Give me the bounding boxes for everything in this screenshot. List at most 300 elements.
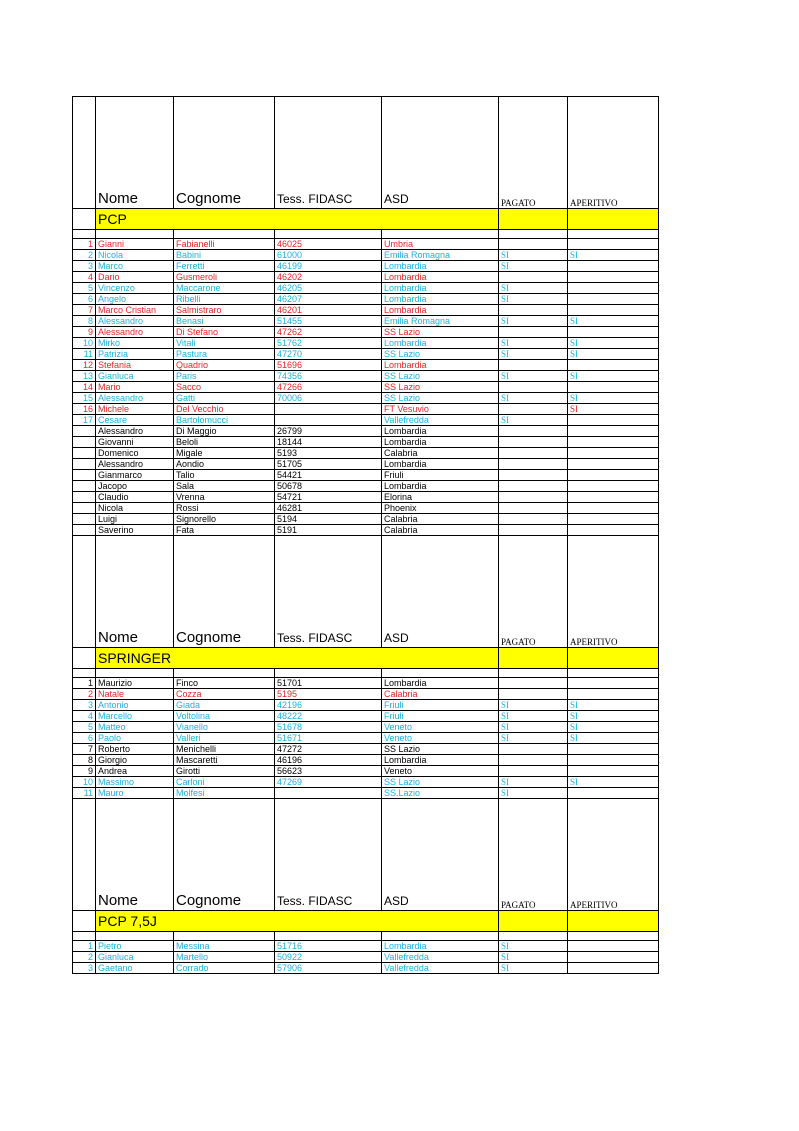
participant-pagato: SI [499,349,568,360]
participant-nome: Saverino [96,525,174,536]
participant-cognome: Menichelli [174,744,275,755]
header-asd: ASD [382,97,499,209]
participant-aperitivo [568,689,659,700]
participant-aperitivo: SI [568,371,659,382]
participant-cognome: Giada [174,700,275,711]
participant-asd: Lombardia [382,459,499,470]
participant-pagato: SI [499,733,568,744]
participant-nome: Alessandro [96,459,174,470]
row-number [73,514,96,525]
participant-cognome: Girotti [174,766,275,777]
row-number: 1 [73,941,96,952]
participant-aperitivo [568,283,659,294]
participant-pagato: SI [499,371,568,382]
participant-asd: Lombardia [382,678,499,689]
participant-tessera [275,415,382,426]
participant-cognome: Di Maggio [174,426,275,437]
spacer-cell [568,669,659,678]
participant-tessera: 46025 [275,239,382,250]
participant-aperitivo: SI [568,777,659,788]
participant-pagato: SI [499,700,568,711]
row-number: 12 [73,360,96,371]
participant-aperitivo [568,952,659,963]
participant-asd: Friuli [382,711,499,722]
participant-nome: Gianni [96,239,174,250]
participant-row [73,514,659,525]
category-label: PCP [96,209,499,230]
participant-cognome: Voltolina [174,711,275,722]
participant-tessera: 57906 [275,963,382,974]
participant-asd: Lombardia [382,272,499,283]
spacer-row [73,932,659,941]
category-aperitivo-cell [568,209,659,230]
participant-tessera: 74356 [275,371,382,382]
participant-tessera: 51696 [275,360,382,371]
participant-cognome: Aondio [174,459,275,470]
participant-pagato [499,470,568,481]
participant-aperitivo [568,514,659,525]
participant-tessera: 54421 [275,470,382,481]
participant-nome: Gianluca [96,952,174,963]
row-number: 8 [73,755,96,766]
participant-aperitivo: SI [568,404,659,415]
participant-row [73,437,659,448]
header-nome: Nome [96,536,174,648]
participant-cognome: Del Vecchio [174,404,275,415]
header-aperitivo: APERITIVO [568,799,659,911]
header-empty-cell [73,536,96,648]
category-row [73,648,659,669]
participant-cognome: Carloni [174,777,275,788]
participant-cognome: Valleri [174,733,275,744]
participant-row [73,250,659,261]
participant-cognome: Bartolomucci [174,415,275,426]
participant-nome: Jacopo [96,481,174,492]
participant-tessera: 47269 [275,777,382,788]
row-number [73,481,96,492]
header-empty-cell [73,799,96,911]
participant-row [73,448,659,459]
participant-row [73,327,659,338]
participant-nome: Giovanni [96,437,174,448]
participant-row [73,963,659,974]
row-number: 13 [73,371,96,382]
participant-asd: SS Lazio [382,371,499,382]
participant-nome: Claudio [96,492,174,503]
category-aperitivo-cell [568,648,659,669]
row-number: 3 [73,700,96,711]
participant-cognome: Vianello [174,722,275,733]
spacer-cell [73,230,96,239]
participant-pagato: SI [499,722,568,733]
participant-asd: Emilia Romagna [382,250,499,261]
participant-tessera: 51716 [275,941,382,952]
participant-asd: Phoenix [382,503,499,514]
participant-asd: FT Vesuvio [382,404,499,415]
spacer-cell [568,932,659,941]
header-nome: Nome [96,97,174,209]
participant-row [73,426,659,437]
participant-asd: Friuli [382,470,499,481]
header-cognome: Cognome [174,97,275,209]
participant-tessera: 46199 [275,261,382,272]
spacer-cell [96,932,174,941]
participant-cognome: Fabianelli [174,239,275,250]
participant-aperitivo [568,239,659,250]
participant-pagato: SI [499,777,568,788]
participant-tessera: 47272 [275,744,382,755]
participant-asd: Veneto [382,733,499,744]
row-number: 9 [73,766,96,777]
participant-cognome: Corrado [174,963,275,974]
participant-asd: Veneto [382,722,499,733]
participant-aperitivo: SI [568,250,659,261]
participant-cognome: Molfesi [174,788,275,799]
participant-pagato [499,382,568,393]
participant-aperitivo [568,744,659,755]
participant-nome: Mirko [96,338,174,349]
row-number: 7 [73,305,96,316]
participant-nome: Alessandro [96,316,174,327]
participant-tessera: 46207 [275,294,382,305]
participant-pagato [499,426,568,437]
participant-nome: Roberto [96,744,174,755]
spacer-cell [382,669,499,678]
spacer-cell [382,932,499,941]
participant-pagato: SI [499,963,568,974]
participant-cognome: Rossi [174,503,275,514]
participant-pagato [499,437,568,448]
category-pagato-cell [499,911,568,932]
participant-nome: Domenico [96,448,174,459]
participant-tessera: 46281 [275,503,382,514]
participant-pagato: SI [499,283,568,294]
participant-cognome: Benasi [174,316,275,327]
participant-nome: Gianluca [96,371,174,382]
participant-pagato [499,492,568,503]
participant-asd: Veneto [382,766,499,777]
spacer-cell [174,230,275,239]
participant-cognome: Mascaretti [174,755,275,766]
row-number [73,448,96,459]
participant-cognome: Maccarone [174,283,275,294]
participant-nome: Massimo [96,777,174,788]
spacer-row [73,230,659,239]
participant-nome: Angelo [96,294,174,305]
spacer-row [73,669,659,678]
participant-pagato: SI [499,261,568,272]
header-row [73,536,659,648]
participant-cognome: Vrenna [174,492,275,503]
participant-asd: Calabria [382,689,499,700]
spacer-cell [275,230,382,239]
participant-nome: Andrea [96,766,174,777]
row-number: 9 [73,327,96,338]
participant-row [73,678,659,689]
header-row [73,97,659,209]
participant-cognome: Sala [174,481,275,492]
row-number: 1 [73,678,96,689]
participant-pagato [499,305,568,316]
participant-pagato [499,744,568,755]
participant-row [73,733,659,744]
participant-cognome: Signorello [174,514,275,525]
participant-aperitivo [568,415,659,426]
participant-row [73,261,659,272]
spacer-cell [499,230,568,239]
participant-cognome: Ferretti [174,261,275,272]
participant-aperitivo [568,272,659,283]
spacer-cell [174,932,275,941]
participant-aperitivo [568,261,659,272]
header-cognome: Cognome [174,536,275,648]
participant-tessera: 50678 [275,481,382,492]
participant-row [73,470,659,481]
participant-nome: Marco Cristian [96,305,174,316]
participant-nome: Vincenzo [96,283,174,294]
participant-row [73,338,659,349]
participant-row [73,941,659,952]
participant-row [73,305,659,316]
participant-tessera: 5193 [275,448,382,459]
participant-aperitivo [568,470,659,481]
participant-tessera: 54721 [275,492,382,503]
participant-asd: Lombardia [382,294,499,305]
participant-pagato: SI [499,393,568,404]
category-row [73,209,659,230]
participant-tessera: 56623 [275,766,382,777]
participant-cognome: Pastura [174,349,275,360]
participant-aperitivo [568,382,659,393]
participant-tessera: 48222 [275,711,382,722]
participant-pagato: SI [499,338,568,349]
participant-pagato [499,239,568,250]
participant-asd: Vallefredda [382,415,499,426]
participant-row [73,459,659,470]
participant-aperitivo [568,327,659,338]
category-label: PCP 7,5J [96,911,499,932]
participant-asd: Lombardia [382,941,499,952]
participant-asd: Umbria [382,239,499,250]
participant-tessera: 51762 [275,338,382,349]
participant-row [73,744,659,755]
participant-cognome: Ribelli [174,294,275,305]
participant-nome: Giorgio [96,755,174,766]
participant-aperitivo: SI [568,711,659,722]
registration-sheet [72,96,658,974]
category-label: SPRINGER [96,648,499,669]
header-aperitivo: APERITIVO [568,536,659,648]
participant-asd: Calabria [382,514,499,525]
row-number [73,503,96,514]
row-number: 3 [73,261,96,272]
participant-row [73,272,659,283]
participant-aperitivo [568,503,659,514]
participant-pagato: SI [499,788,568,799]
participant-cognome: Babini [174,250,275,261]
participant-nome: Natale [96,689,174,700]
participant-pagato: SI [499,711,568,722]
participant-tessera [275,404,382,415]
participant-row [73,492,659,503]
participant-row [73,700,659,711]
participant-row [73,689,659,700]
participant-nome: Gianmarco [96,470,174,481]
participant-asd: Calabria [382,525,499,536]
header-pagato: PAGATO [499,97,568,209]
participant-pagato [499,755,568,766]
row-number: 5 [73,283,96,294]
spacer-cell [73,669,96,678]
participant-pagato [499,360,568,371]
participant-tessera: 70006 [275,393,382,404]
category-empty-cell [73,648,96,669]
participant-tessera: 46196 [275,755,382,766]
spacer-cell [499,669,568,678]
participant-aperitivo: SI [568,393,659,404]
participant-nome: Nicola [96,503,174,514]
participant-aperitivo [568,525,659,536]
participant-aperitivo [568,437,659,448]
row-number: 2 [73,250,96,261]
participant-nome: Paolo [96,733,174,744]
participant-row [73,503,659,514]
category-empty-cell [73,209,96,230]
participant-tessera: 26799 [275,426,382,437]
row-number: 3 [73,963,96,974]
participant-asd: Lombardia [382,755,499,766]
participant-pagato [499,514,568,525]
participant-tessera: 51701 [275,678,382,689]
participant-cognome: Fata [174,525,275,536]
participant-cognome: Paris [174,371,275,382]
participant-asd: SS Lazio [382,744,499,755]
header-tessera: Tess. FIDASC [275,536,382,648]
participant-aperitivo [568,492,659,503]
participant-asd: SS Lazio [382,393,499,404]
participant-aperitivo [568,941,659,952]
header-pagato: PAGATO [499,536,568,648]
participant-tessera: 47262 [275,327,382,338]
participant-aperitivo: SI [568,722,659,733]
participant-row [73,777,659,788]
row-number: 11 [73,788,96,799]
row-number [73,459,96,470]
participant-tessera: 18144 [275,437,382,448]
participant-tessera [275,788,382,799]
row-number: 7 [73,744,96,755]
participant-asd: Lombardia [382,305,499,316]
category-row [73,911,659,932]
participant-asd: Lombardia [382,426,499,437]
category-aperitivo-cell [568,911,659,932]
participant-row [73,360,659,371]
participant-pagato: SI [499,316,568,327]
row-number [73,470,96,481]
participant-aperitivo: SI [568,700,659,711]
participant-row [73,952,659,963]
participant-tessera: 51678 [275,722,382,733]
participant-tessera: 5194 [275,514,382,525]
row-number: 17 [73,415,96,426]
participant-row [73,481,659,492]
participant-asd: SS Lazio [382,777,499,788]
participant-aperitivo [568,755,659,766]
participant-pagato: SI [499,415,568,426]
participant-row [73,415,659,426]
participant-row [73,283,659,294]
participant-cognome: Martello [174,952,275,963]
participant-nome: Dario [96,272,174,283]
row-number: 5 [73,722,96,733]
participant-asd: Elorina [382,492,499,503]
spacer-cell [275,669,382,678]
participant-nome: Mario [96,382,174,393]
participant-tessera: 42196 [275,700,382,711]
participant-asd: Lombardia [382,338,499,349]
row-number: 4 [73,711,96,722]
participant-pagato [499,689,568,700]
row-number: 16 [73,404,96,415]
participant-tessera: 47270 [275,349,382,360]
participant-cognome: Gatti [174,393,275,404]
participant-aperitivo [568,481,659,492]
participant-nome: Alessandro [96,327,174,338]
participant-tessera: 5191 [275,525,382,536]
participant-cognome: Quadrio [174,360,275,371]
participant-aperitivo [568,426,659,437]
participant-nome: Stefania [96,360,174,371]
participant-asd: Lombardia [382,437,499,448]
participant-pagato [499,481,568,492]
participant-nome: Gaetano [96,963,174,974]
participant-nome: Michele [96,404,174,415]
participant-pagato [499,678,568,689]
participant-nome: Matteo [96,722,174,733]
participant-cognome: Beloli [174,437,275,448]
participant-cognome: Salmistraro [174,305,275,316]
participant-tessera: 51705 [275,459,382,470]
participant-cognome: Cozza [174,689,275,700]
header-row [73,799,659,911]
participant-cognome: Finco [174,678,275,689]
header-pagato: PAGATO [499,799,568,911]
participant-tessera: 51671 [275,733,382,744]
participant-aperitivo [568,963,659,974]
participant-row [73,788,659,799]
participant-nome: Mauro [96,788,174,799]
header-aperitivo: APERITIVO [568,97,659,209]
participant-row [73,755,659,766]
spacer-cell [275,932,382,941]
spacer-cell [96,669,174,678]
participant-cognome: Sacco [174,382,275,393]
participant-pagato [499,404,568,415]
participant-asd: Friuli [382,700,499,711]
row-number [73,492,96,503]
participant-aperitivo [568,448,659,459]
header-cognome: Cognome [174,799,275,911]
participant-nome: Marcello [96,711,174,722]
row-number: 10 [73,777,96,788]
participant-tessera: 51455 [275,316,382,327]
participant-row [73,404,659,415]
participant-nome: Antonio [96,700,174,711]
participant-pagato [499,459,568,470]
participant-aperitivo [568,305,659,316]
participant-aperitivo: SI [568,349,659,360]
participant-cognome: Di Stefano [174,327,275,338]
